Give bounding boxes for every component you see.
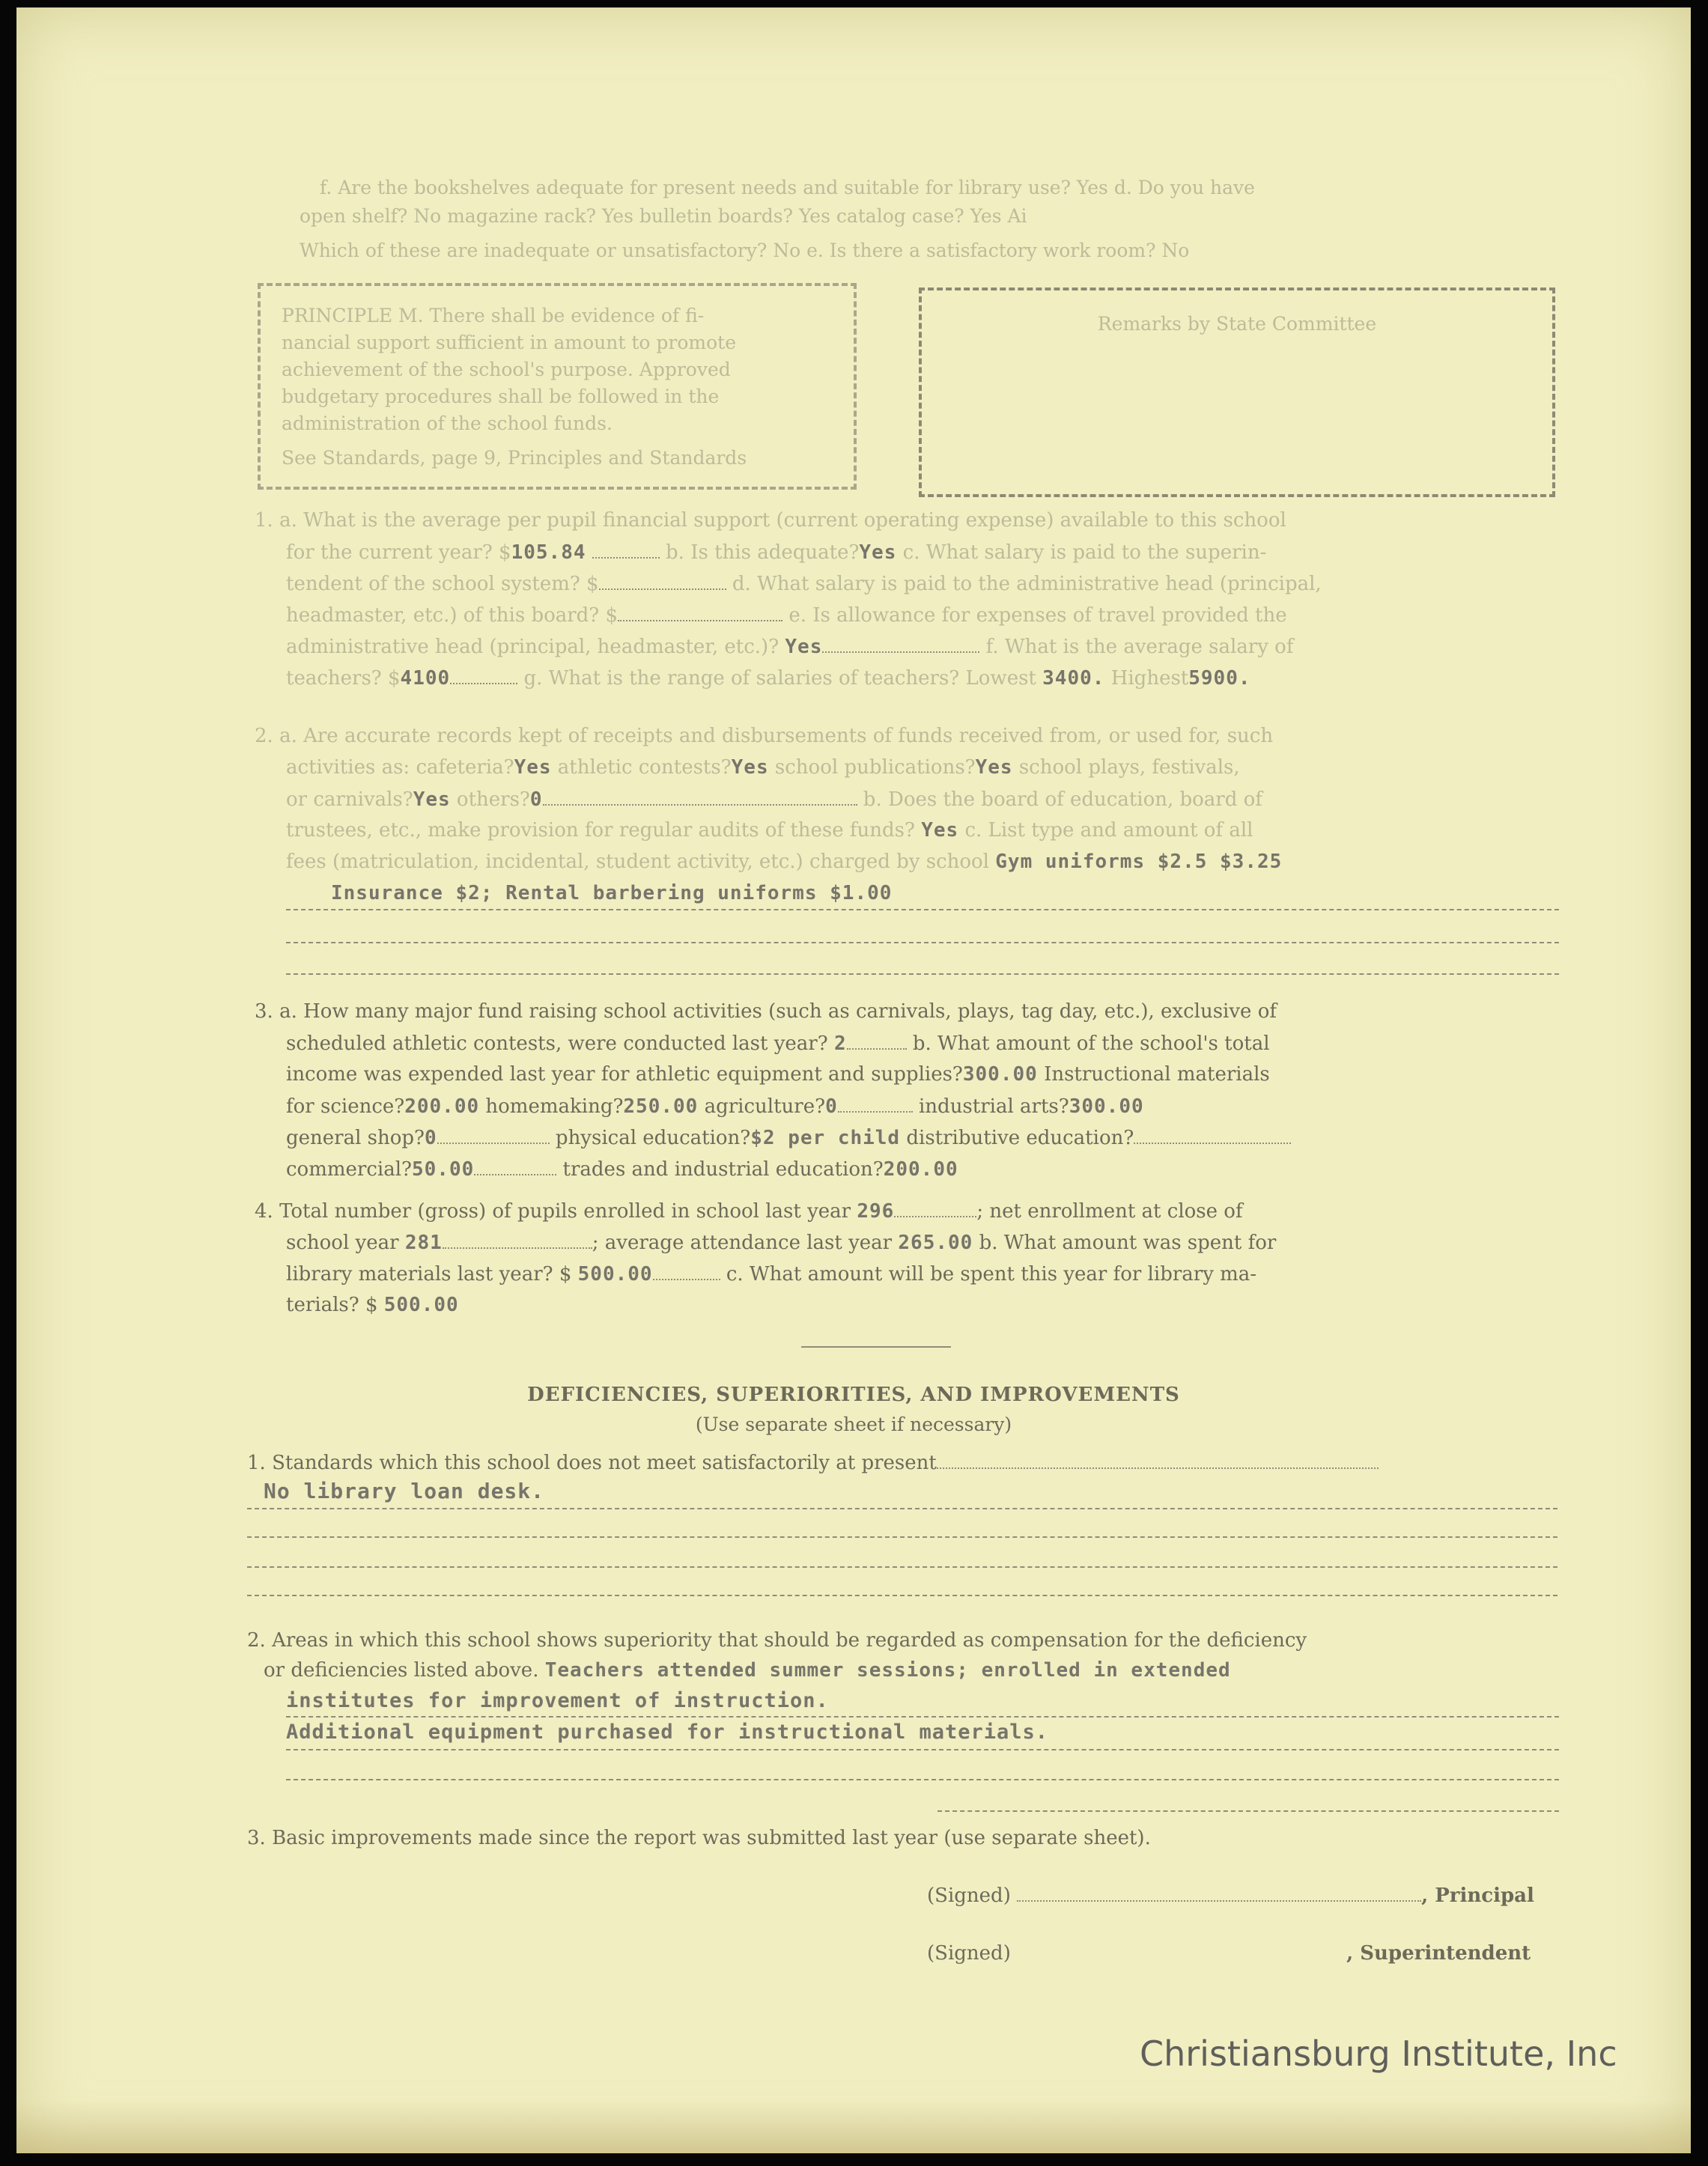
superintendent-role: , Superintendent — [1346, 1942, 1531, 1965]
superiority-line-2 — [264, 1661, 1231, 1680]
signed-label-2: (Signed) — [927, 1942, 1011, 1965]
q3-trades: 200.00 — [883, 1158, 958, 1181]
q1-label-g: g. What is the range of salaries of teachers? Lowest — [523, 667, 1036, 690]
q3-line-4 — [286, 1096, 1144, 1116]
standards-value-line — [264, 1481, 544, 1502]
q1-label-head: headmaster, etc.) of this board? $ — [286, 604, 619, 627]
q2-label-others: others? — [456, 788, 530, 811]
q4-net-blank — [443, 1232, 592, 1249]
q3-shop: 0 — [425, 1127, 437, 1149]
deficiencies-subtitle: (Use separate sheet if necessary) — [695, 1414, 1012, 1435]
superiority-line-3 — [286, 1691, 829, 1711]
document-page — [16, 7, 1691, 2153]
q1-lowest: 3400. — [1042, 667, 1105, 690]
q4-net-enrollment: 281 — [404, 1232, 443, 1254]
principle-line-2: nancial support sufficient in amount to promote — [282, 332, 737, 353]
q2-line-2 — [286, 758, 1240, 777]
q3-science: 200.00 — [404, 1095, 480, 1118]
q1-highest: 5900. — [1188, 667, 1251, 690]
q3-line-6 — [286, 1159, 958, 1179]
q4-enrolled-blank — [894, 1201, 976, 1217]
watermark-text: Christiansburg Institute, Inc — [1140, 2033, 1617, 2074]
q1-avg-support: 105.84 — [511, 541, 586, 564]
principle-m-box — [258, 283, 857, 490]
q3-label-homemaking: homemaking? — [485, 1095, 624, 1118]
q2-line-4 — [286, 821, 1253, 840]
q4-label-attendance: ; average attendance last year — [592, 1232, 893, 1254]
superiority-line-1: 2. Areas in which this school shows superiority that should be regarded as compensation for the deficiency — [247, 1629, 1307, 1652]
q2-line-3 — [286, 789, 1262, 809]
q1-adequate: Yes — [859, 541, 897, 564]
q2-label-cafeteria: activities as: cafeteria? — [286, 756, 514, 779]
q4-line-2 — [286, 1232, 1276, 1253]
q1-label-travel: administrative head (principal, headmaster, etc.)? — [286, 636, 779, 658]
superiority-value-1: Teachers attended summer sessions; enrolled in extended — [544, 1659, 1231, 1682]
q1-blank — [592, 542, 660, 559]
q3-agriculture: 0 — [825, 1095, 838, 1118]
principle-line-1: PRINCIPLE M. There shall be evidence of fi- — [282, 305, 705, 326]
q4-attendance: 265.00 — [898, 1232, 973, 1254]
remarks-box — [919, 288, 1555, 497]
q1-line-1: 1. a. What is the average per pupil financial support (current operating expense) available to this school — [255, 509, 1286, 532]
improvements-line: 3. Basic improvements made since the report was submitted last year (use separate sheet). — [247, 1827, 1151, 1849]
principle-line-6: See Standards, page 9, Principles and Standards — [282, 447, 747, 469]
q4-label-enrolled: 4. Total number (gross) of pupils enrolled in school last year — [255, 1200, 851, 1223]
q4-label-school-year: school year — [286, 1232, 399, 1254]
standards-label: 1. Standards which this school does not meet satisfactorily at present — [247, 1452, 937, 1474]
standards-rule-3 — [247, 1566, 1557, 1568]
q2-label-athletic: athletic contests? — [557, 756, 732, 779]
q3-label-agriculture: agriculture? — [704, 1095, 826, 1118]
q1-line-2 — [286, 542, 1266, 562]
q1-label-teachers: teachers? $ — [286, 667, 401, 690]
q1-label-b: b. Is this adequate? — [666, 541, 860, 564]
q3-shop-blank — [437, 1128, 550, 1144]
q3-label-activities: scheduled athletic contests, were conducted last year? — [286, 1032, 828, 1055]
q1-travel-blank — [822, 636, 979, 653]
principle-line-5: administration of the school funds. — [282, 413, 613, 434]
superiority-rule-4 — [937, 1810, 1559, 1812]
standards-rule-2 — [247, 1536, 1557, 1538]
q2-label-fees: fees (matriculation, incidental, student activity, etc.) charged by school — [286, 851, 989, 873]
remarks-title: Remarks by State Committee — [1097, 313, 1377, 335]
q3-line-2 — [286, 1033, 1270, 1053]
q3-distributive-blank — [1134, 1128, 1291, 1144]
q2-fees-1: Gym uniforms $2.5 $3.25 — [995, 851, 1283, 873]
q2-audits: Yes — [921, 819, 959, 842]
q1-line-4 — [286, 605, 1287, 625]
q2-rule-3 — [286, 973, 1559, 975]
q2-athletic: Yes — [731, 756, 769, 779]
q2-rule-1 — [286, 909, 1559, 910]
q1-label-f: f. What is the average salary of — [985, 636, 1294, 658]
q2-label-publications: school publications? — [774, 756, 976, 779]
q4-label-materials: terials? $ — [286, 1294, 378, 1316]
q3-label-shop: general shop? — [286, 1127, 425, 1149]
standards-line — [247, 1452, 1379, 1473]
q1-line-5 — [286, 636, 1293, 657]
q2-line-5 — [286, 852, 1282, 871]
q3-label-distributive: distributive education? — [906, 1127, 1134, 1149]
q1-label-a: for the current year? $ — [286, 541, 511, 564]
principal-role: , Principal — [1421, 1884, 1534, 1907]
q1-superintendent-salary — [599, 574, 726, 590]
principle-line-3: achievement of the school's purpose. Approved — [282, 359, 731, 380]
q4-label-net: ; net enrollment at close of — [976, 1200, 1243, 1223]
q1-label-c: c. What salary is paid to the superin- — [902, 541, 1267, 564]
q2-others-blank — [543, 789, 857, 806]
q1-avg-salary-blank — [450, 668, 517, 684]
q3-label-commercial: commercial? — [286, 1158, 412, 1181]
q3-label-athletic: income was expended last year for athletic equipment and supplies? — [286, 1063, 963, 1086]
standards-blank — [937, 1452, 1379, 1469]
q3-industrial: 300.00 — [1069, 1095, 1144, 1118]
q2-label-audits: trustees, etc., make provision for regular audits of these funds? — [286, 819, 915, 842]
q4-line-1 — [255, 1201, 1243, 1221]
signature-principal — [927, 1885, 1534, 1905]
q2-label-carnivals: or carnivals? — [286, 788, 413, 811]
q1-line-3 — [286, 574, 1322, 594]
q2-cafeteria: Yes — [514, 756, 552, 779]
q2-label-plays: school plays, festivals, — [1018, 756, 1240, 779]
q4-library-this: 500.00 — [383, 1294, 459, 1316]
q1-avg-salary: 4100 — [400, 667, 451, 690]
q2-carnivals: Yes — [413, 788, 451, 811]
q3-activities-blank — [847, 1033, 907, 1050]
signature-superintendent — [927, 1944, 1531, 1963]
q3-physical: $2 per child — [750, 1127, 901, 1149]
q2-label-c: c. List type and amount of all — [964, 819, 1253, 842]
header-line-3: Which of these are inadequate or unsatisfactory? No e. Is there a satisfactory work room? No — [300, 240, 1190, 261]
deficiencies-title: DEFICIENCIES, SUPERIORITIES, AND IMPROVEMENTS — [527, 1384, 1180, 1406]
q2-line-6 — [331, 883, 892, 903]
q1-head-salary — [618, 605, 782, 621]
q3-label-science: for science? — [286, 1095, 405, 1118]
q2-line-1: 2. a. Are accurate records kept of receipts and disbursements of funds received from, or used for, such — [255, 725, 1274, 747]
q4-line-3 — [286, 1264, 1256, 1284]
q1-label-superintendent: tendent of the school system? $ — [286, 573, 599, 595]
header-line-1: f. Are the bookshelves adequate for present needs and suitable for library use? Yes d. Do you have — [320, 177, 1255, 198]
q2-others: 0 — [529, 788, 543, 811]
q4-library-last: 500.00 — [577, 1263, 653, 1286]
q3-athletic: 300.00 — [962, 1063, 1038, 1086]
q4-label-library-last: library materials last year? $ — [286, 1263, 572, 1286]
q2-rule-2 — [286, 942, 1559, 943]
superiority-label: or deficiencies listed above. — [264, 1659, 539, 1682]
q3-line-1: 3. a. How many major fund raising school activities (such as carnivals, plays, tag day, etc.), exclusive of — [255, 1000, 1277, 1023]
q3-agriculture-blank — [838, 1096, 913, 1113]
q3-activities: 2 — [833, 1032, 847, 1055]
standards-value: No library loan desk. — [264, 1479, 545, 1503]
q4-label-c: c. What amount will be spent this year for library ma- — [726, 1263, 1257, 1286]
standards-rule-1 — [247, 1508, 1557, 1509]
q1-label-d: d. What salary is paid to the administrative head (principal, — [732, 573, 1322, 595]
header-line-2: open shelf? No magazine rack? Yes bulletin boards? Yes catalog case? Yes Ai — [300, 205, 1027, 227]
q3-label-b: b. What amount of the school's total — [912, 1032, 1270, 1055]
q3-commercial: 50.00 — [411, 1158, 475, 1181]
q3-label-industrial: industrial arts? — [918, 1095, 1069, 1118]
principle-line-4: budgetary procedures shall be followed in the — [282, 386, 720, 407]
superiority-rule-3 — [286, 1779, 1559, 1780]
q3-homemaking: 250.00 — [623, 1095, 699, 1118]
standards-rule-4 — [247, 1595, 1557, 1596]
superiority-rule-1 — [286, 1716, 1559, 1718]
q3-line-5 — [286, 1128, 1291, 1148]
q1-label-e: e. Is allowance for expenses of travel provided the — [788, 604, 1287, 627]
superiority-rule-2 — [286, 1749, 1559, 1750]
superiority-value-2: institutes for improvement of instruction. — [286, 1689, 829, 1712]
q1-travel: Yes — [785, 636, 823, 658]
principal-signature-blank[interactable] — [1017, 1885, 1421, 1902]
q4-line-4 — [286, 1295, 459, 1315]
q3-label-instructional: Instructional materials — [1044, 1063, 1270, 1086]
q1-line-6 — [286, 668, 1251, 688]
q3-label-trades: trades and industrial education? — [562, 1158, 884, 1181]
q3-line-3 — [286, 1065, 1270, 1084]
superiority-value-3: Additional equipment purchased for instructional materials. — [286, 1721, 1049, 1744]
q4-library-last-blank — [653, 1264, 720, 1280]
q2-fees-2: Insurance $2; Rental barbering uniforms $1.00 — [331, 882, 893, 904]
section-divider — [801, 1346, 951, 1348]
signed-label-1: (Signed) — [927, 1884, 1011, 1907]
q2-publications: Yes — [975, 756, 1013, 779]
q4-enrolled: 296 — [857, 1200, 895, 1223]
q2-label-b: b. Does the board of education, board of — [863, 788, 1262, 811]
q1-label-highest: Highest — [1110, 667, 1189, 690]
q3-label-physical: physical education? — [555, 1127, 751, 1149]
q3-commercial-blank — [474, 1159, 556, 1175]
superiority-line-4 — [286, 1722, 1048, 1742]
q4-label-b: b. What amount was spent for — [979, 1232, 1277, 1254]
